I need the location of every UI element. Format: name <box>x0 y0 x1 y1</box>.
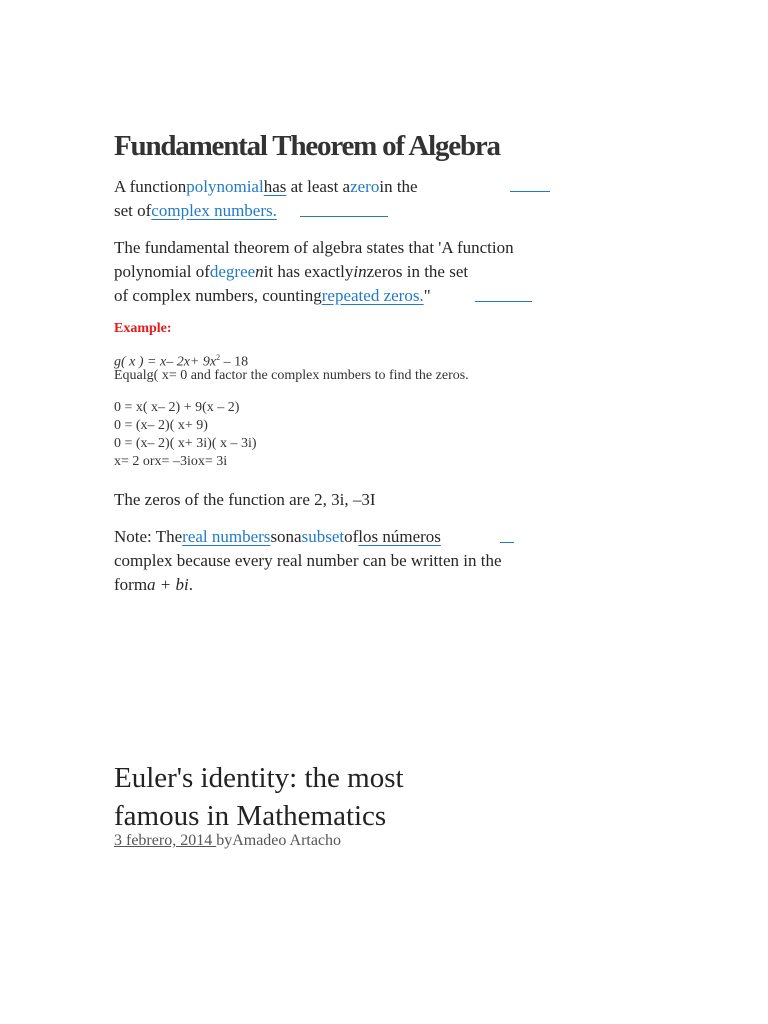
link-underline <box>510 191 550 192</box>
statement-text: of complex numbers, counting <box>114 286 322 305</box>
los-numeros-text: los números <box>358 527 441 546</box>
step-1: 0 = x( x– 2) + 9(x – 2) <box>114 400 240 415</box>
variable-in: in <box>353 262 367 281</box>
subset-link[interactable]: subset <box>301 527 345 546</box>
variable-n: n <box>255 262 264 281</box>
complex-numbers-link[interactable]: complex numbers. <box>151 201 277 220</box>
post-meta <box>114 832 341 850</box>
intro-text: A function <box>114 177 187 196</box>
step-2: 0 = (x– 2)( x+ 9) <box>114 418 208 433</box>
intro-text: in the <box>379 177 418 196</box>
by-label: by <box>216 832 233 849</box>
statement-line-2 <box>114 260 468 284</box>
statement-text: polynomial of <box>114 262 210 281</box>
statement-text: it has exactly <box>263 262 354 281</box>
post-date-link[interactable]: 3 febrero, 2014 <box>114 832 217 849</box>
article-title: Fundamental Theorem of Algebra <box>114 130 500 162</box>
function-expression: g( x ) = x– 2x+ 9x <box>114 354 217 370</box>
statement-text: zeros in the set <box>366 262 469 281</box>
intro-text: at least a <box>286 177 351 196</box>
zero-link[interactable]: zero <box>350 177 380 196</box>
real-numbers-link[interactable]: real numbers <box>182 527 271 546</box>
intro-line-1 <box>114 175 418 199</box>
note-text: of <box>344 527 359 546</box>
exponent: 2 <box>216 353 221 362</box>
function-constant: – 18 <box>220 354 249 370</box>
note-line-2: complex because every real number can be written in the <box>114 551 502 570</box>
intro-text: set of <box>114 201 152 220</box>
intro-line-2 <box>114 199 277 223</box>
link-underline <box>500 542 514 543</box>
note-text: sona <box>270 527 302 546</box>
polynomial-link[interactable]: polynomial <box>186 177 264 196</box>
complex-form: a + bi <box>147 575 189 594</box>
note-line-1 <box>114 525 441 549</box>
equal-instruction: Equalg( x= 0 and factor the complex numbers to find the zeros. <box>114 368 469 383</box>
zeros-conclusion: The zeros of the function are 2, 3i, –3I <box>114 490 376 509</box>
statement-text: " <box>423 286 431 305</box>
euler-title-line-1[interactable]: Euler's identity: the most <box>114 762 404 794</box>
note-line-3 <box>114 573 193 597</box>
repeated-zeros-link[interactable]: repeated zeros. <box>321 286 424 305</box>
step-3: 0 = (x– 2)( x+ 3i)( x – 3i) <box>114 436 257 451</box>
note-text: Note: The <box>114 527 183 546</box>
statement-line-1: The fundamental theorem of algebra states that 'A function <box>114 238 514 257</box>
author-link[interactable]: Amadeo Artacho <box>232 832 342 849</box>
degree-link[interactable]: degree <box>209 262 256 281</box>
euler-title-line-2[interactable]: famous in Mathematics <box>114 800 387 832</box>
statement-line-3 <box>114 284 431 308</box>
link-underline <box>475 301 532 302</box>
has-text: has <box>263 177 287 196</box>
note-text: form <box>114 575 148 594</box>
example-label: Example: <box>114 321 172 336</box>
note-text: . <box>188 575 193 594</box>
step-4: x= 2 orx= –3iox= 3i <box>114 454 228 469</box>
link-underline <box>300 216 388 217</box>
